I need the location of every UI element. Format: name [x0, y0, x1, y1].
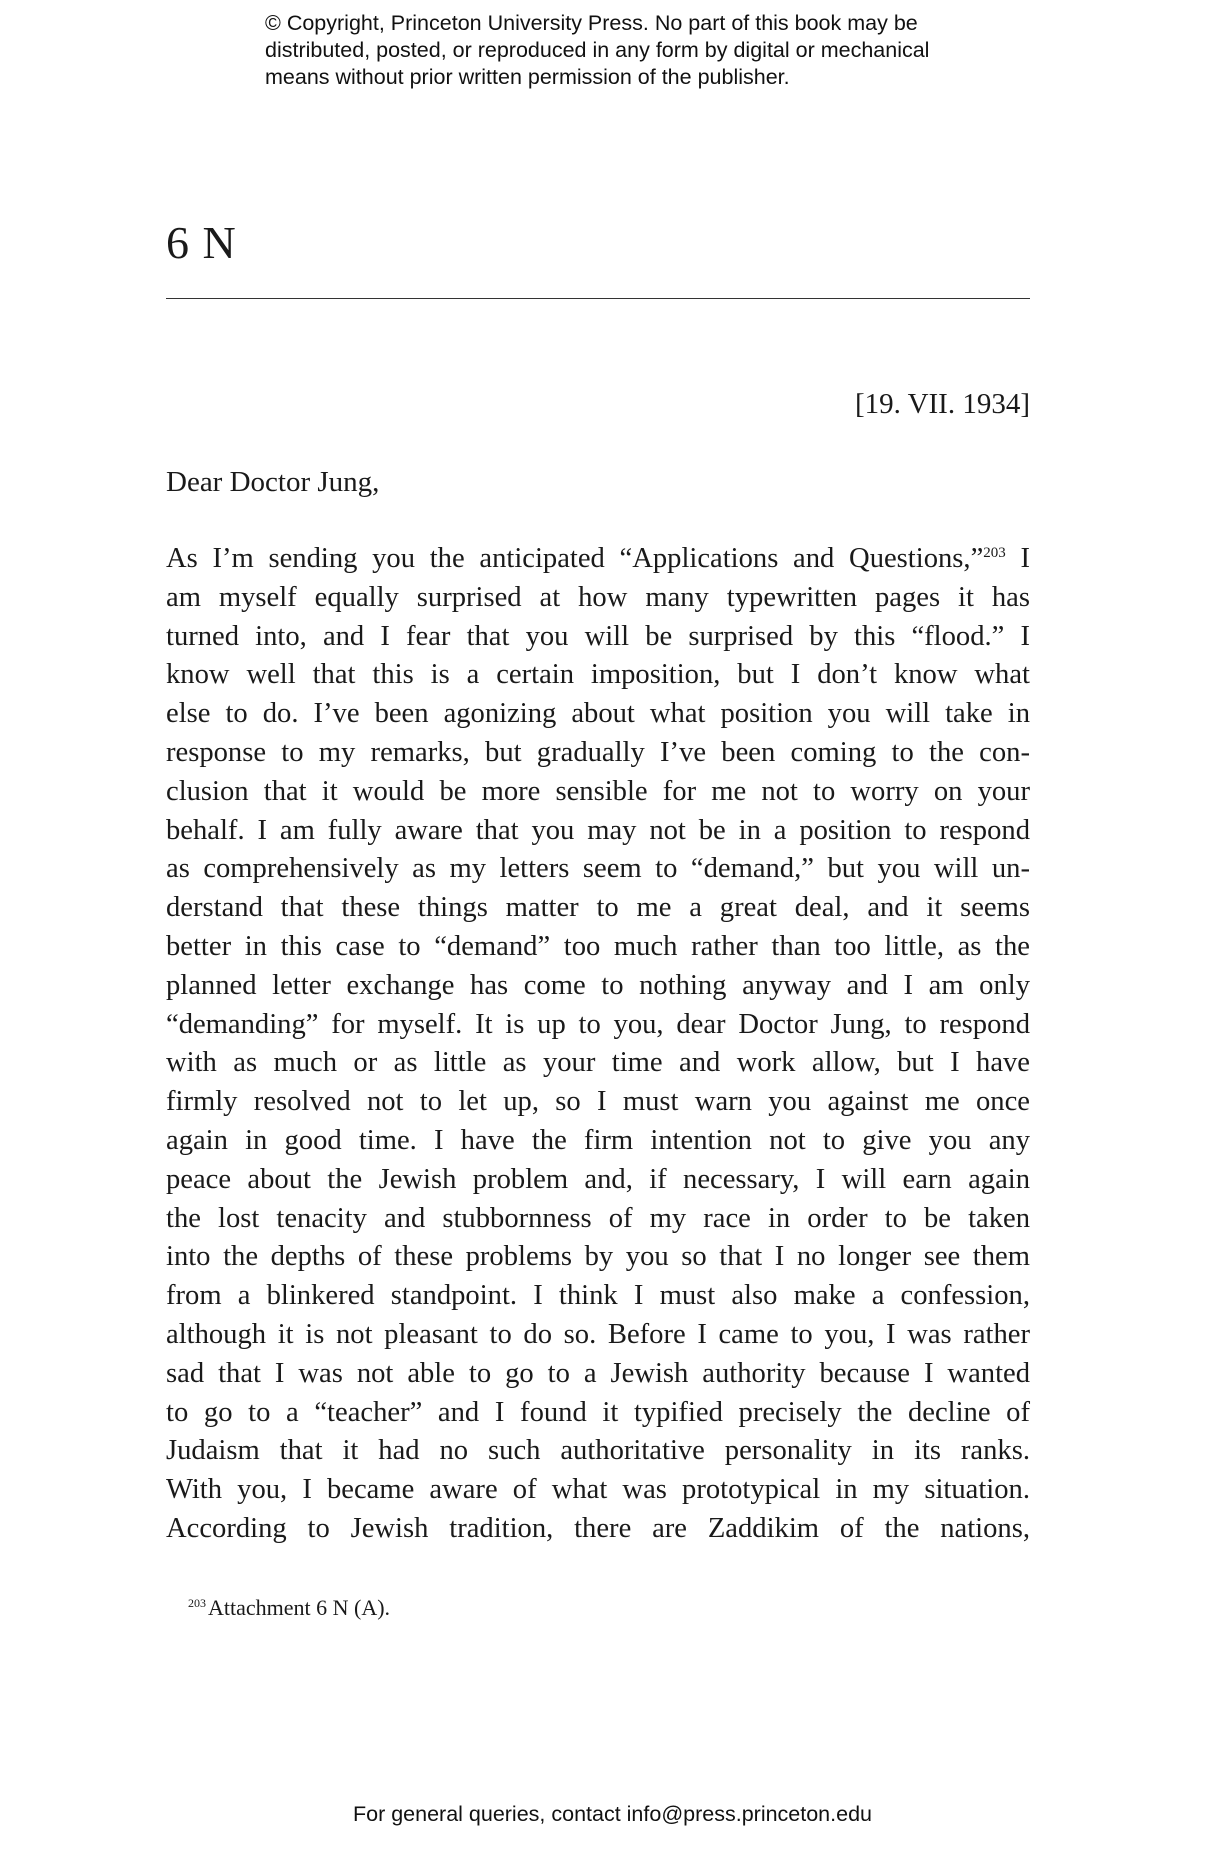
- body-line: firmly resolved not to let up, so I must warn you against me once: [166, 1086, 1030, 1118]
- body-line-text: As I’m sending you the anticipated “Applications and Questions,”: [166, 543, 984, 574]
- letter-body: [166, 540, 1030, 1549]
- body-line: “demanding” for myself. It is up to you, dear Doctor Jung, to respond: [166, 1008, 1030, 1040]
- body-line: as comprehensively as my letters seem to “demand,” but you will un-: [166, 853, 1030, 885]
- body-line: turned into, and I fear that you will be surprised by this “flood.” I: [166, 620, 1030, 652]
- copyright-notice: [265, 10, 965, 91]
- body-line: into the depths of these problems by you so that I no longer see them: [166, 1241, 1030, 1273]
- body-line: am myself equally surprised at how many typewritten pages it has: [166, 581, 1030, 613]
- body-line: from a blinkered standpoint. I think I must also make a confession,: [166, 1280, 1030, 1312]
- body-line: With you, I became aware of what was prototypical in my situation.: [166, 1474, 1030, 1506]
- footnote-text: Attachment 6 N (A).: [208, 1595, 391, 1620]
- body-line: to go to a “teacher” and I found it typified precisely the decline of: [166, 1396, 1030, 1428]
- body-line: else to do. I’ve been agonizing about what position you will take in: [166, 698, 1030, 730]
- chapter-heading: 6 N: [166, 217, 237, 268]
- footnote: [188, 1593, 390, 1623]
- body-line: although it is not pleasant to do so. Before I came to you, I was rather: [166, 1318, 1030, 1350]
- body-line: According to Jewish tradition, there are Zaddikim of the nations,: [166, 1512, 1030, 1544]
- body-line: sad that I was not able to go to a Jewish authority because I wanted: [166, 1357, 1030, 1389]
- body-line: again in good time. I have the firm intention not to give you any: [166, 1124, 1030, 1156]
- body-line-text: I: [1005, 543, 1030, 574]
- body-line: clusion that it would be more sensible for me not to worry on your: [166, 775, 1030, 807]
- copyright-line: distributed, posted, or reproduced in any form by digital or mechanical: [265, 38, 930, 62]
- body-line: Judaism that it had no such authoritative personality in its ranks.: [166, 1435, 1030, 1467]
- copyright-line: means without prior written permission of the publisher.: [265, 65, 790, 89]
- body-line: peace about the Jewish problem and, if necessary, I will earn again: [166, 1163, 1030, 1195]
- body-line: [166, 540, 1030, 579]
- letter-salutation: Dear Doctor Jung,: [166, 466, 380, 498]
- body-line: with as much or as little as your time and work allow, but I have: [166, 1047, 1030, 1079]
- body-line: response to my remarks, but gradually I’ve been coming to the con-: [166, 736, 1030, 768]
- letter-date: [19. VII. 1934]: [854, 388, 1030, 420]
- body-line: know well that this is a certain imposition, but I don’t know what: [166, 659, 1030, 691]
- body-line: derstand that these things matter to me a great deal, and it seems: [166, 892, 1030, 924]
- body-line: behalf. I am fully aware that you may not be in a position to respond: [166, 814, 1030, 846]
- footer-contact: For general queries, contact info@press.princeton.edu: [352, 1802, 872, 1826]
- body-line: better in this case to “demand” too much rather than too little, as the: [166, 930, 1030, 962]
- body-line: planned letter exchange has come to nothing anyway and I am only: [166, 969, 1030, 1001]
- heading-divider: [166, 298, 1030, 299]
- copyright-line: © Copyright, Princeton University Press. No part of this book may be: [265, 11, 918, 35]
- footnote-number: 203: [188, 1596, 206, 1610]
- body-line: the lost tenacity and stubbornness of my race in order to be taken: [166, 1202, 1030, 1234]
- footnote-reference: 203: [983, 545, 1006, 561]
